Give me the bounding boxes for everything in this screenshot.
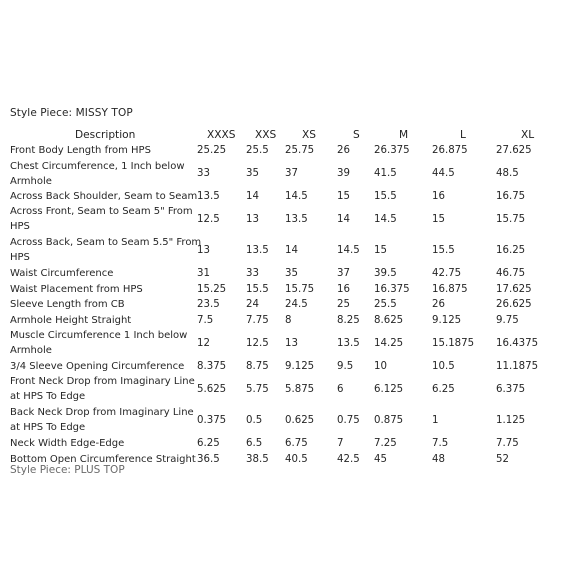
cell-l: 15.5 [432, 245, 455, 256]
cell-l: 44.5 [432, 168, 455, 179]
cell-xl: 16.75 [496, 191, 526, 202]
cell-xs: 35 [285, 268, 298, 279]
cell-xxs: 35 [246, 168, 259, 179]
cell-l: 15 [432, 214, 445, 225]
cell-xxs: 33 [246, 268, 259, 279]
column-header-xxxs: XXXS [207, 129, 236, 141]
cell-s: 8.25 [337, 315, 360, 326]
cell-xs: 8 [285, 315, 292, 326]
cell-xxxs: 13.5 [197, 191, 220, 202]
row-description: Chest Circumference, 1 Inch below Armhole [10, 161, 185, 187]
cell-m: 8.625 [374, 315, 404, 326]
cell-xxs: 15.5 [246, 284, 269, 295]
cell-m: 6.125 [374, 384, 404, 395]
cell-xxs: 14 [246, 191, 259, 202]
cell-s: 14.5 [337, 245, 360, 256]
cell-xxxs: 7.5 [197, 315, 214, 326]
cell-xl: 7.75 [496, 438, 519, 449]
cell-xs: 15.75 [285, 284, 315, 295]
cell-xs: 14.5 [285, 191, 308, 202]
cell-xs: 13.5 [285, 214, 308, 225]
cell-m: 39.5 [374, 268, 397, 279]
cell-s: 7 [337, 438, 344, 449]
cell-xs: 5.875 [285, 384, 315, 395]
row-description: Armhole Height Straight [10, 315, 132, 326]
cell-s: 37 [337, 268, 350, 279]
row-description: Neck Width Edge-Edge [10, 438, 125, 449]
cell-l: 1 [432, 415, 439, 426]
cell-l: 48 [432, 454, 445, 465]
column-header-m: M [399, 129, 409, 141]
cell-xxxs: 6.25 [197, 438, 220, 449]
cell-xxs: 25.5 [246, 145, 269, 156]
cell-l: 42.75 [432, 268, 462, 279]
column-header-xxs: XXS [255, 129, 277, 141]
cell-xxxs: 25.25 [197, 145, 227, 156]
cell-m: 7.25 [374, 438, 397, 449]
cell-s: 13.5 [337, 338, 360, 349]
cell-xs: 37 [285, 168, 298, 179]
cell-s: 39 [337, 168, 350, 179]
column-header-xs: XS [302, 129, 316, 141]
cell-l: 26 [432, 299, 445, 310]
cell-s: 6 [337, 384, 344, 395]
cell-xl: 17.625 [496, 284, 532, 295]
cell-xl: 15.75 [496, 214, 526, 225]
row-description: Across Back Shoulder, Seam to Seam [10, 191, 198, 202]
cell-xxs: 38.5 [246, 454, 269, 465]
cell-xxs: 12.5 [246, 338, 269, 349]
cell-m: 0.875 [374, 415, 404, 426]
cell-xs: 6.75 [285, 438, 308, 449]
cell-xxxs: 33 [197, 168, 210, 179]
cell-l: 15.1875 [432, 338, 475, 349]
cell-xl: 26.625 [496, 299, 532, 310]
row-description: Sleeve Length from CB [10, 299, 125, 310]
cell-m: 41.5 [374, 168, 397, 179]
cell-xxs: 0.5 [246, 415, 263, 426]
cell-xxxs: 23.5 [197, 299, 220, 310]
cell-xxxs: 5.625 [197, 384, 227, 395]
cell-s: 26 [337, 145, 350, 156]
cell-m: 14.5 [374, 214, 397, 225]
cell-l: 6.25 [432, 384, 455, 395]
cell-s: 9.5 [337, 361, 354, 372]
cell-m: 45 [374, 454, 387, 465]
cell-s: 25 [337, 299, 350, 310]
cell-xl: 52 [496, 454, 509, 465]
cell-m: 15 [374, 245, 387, 256]
row-description: Muscle Circumference 1 Inch below Armhole [10, 330, 188, 356]
cell-l: 9.125 [432, 315, 462, 326]
cell-xxs: 7.75 [246, 315, 269, 326]
cell-xs: 13 [285, 338, 298, 349]
cell-xxxs: 0.375 [197, 415, 227, 426]
cell-l: 10.5 [432, 361, 455, 372]
cell-xl: 6.375 [496, 384, 526, 395]
cell-xxxs: 15.25 [197, 284, 227, 295]
cell-xxxs: 13 [197, 245, 210, 256]
cell-xs: 24.5 [285, 299, 308, 310]
cell-xl: 9.75 [496, 315, 519, 326]
cell-l: 7.5 [432, 438, 449, 449]
cell-xl: 27.625 [496, 145, 532, 156]
cell-l: 26.875 [432, 145, 468, 156]
row-description: Waist Circumference [10, 268, 114, 279]
row-description: Across Front, Seam to Seam 5" From HPS [10, 206, 193, 232]
cell-xl: 16.4375 [496, 338, 539, 349]
cell-xl: 48.5 [496, 168, 519, 179]
cell-m: 26.375 [374, 145, 410, 156]
cell-m: 15.5 [374, 191, 397, 202]
cell-xxxs: 36.5 [197, 454, 220, 465]
cell-xxs: 24 [246, 299, 259, 310]
cell-xs: 0.625 [285, 415, 315, 426]
cell-m: 16.375 [374, 284, 410, 295]
cell-xs: 40.5 [285, 454, 308, 465]
cell-s: 16 [337, 284, 350, 295]
cell-l: 16 [432, 191, 445, 202]
column-header-xl: XL [521, 129, 535, 141]
row-description: Across Back, Seam to Seam 5.5" From HPS [10, 237, 202, 263]
cell-xs: 14 [285, 245, 298, 256]
cell-xs: 25.75 [285, 145, 315, 156]
cell-xxs: 13 [246, 214, 259, 225]
cell-m: 14.25 [374, 338, 404, 349]
cell-xl: 11.1875 [496, 361, 539, 372]
cell-xxs: 13.5 [246, 245, 269, 256]
row-description: Back Neck Drop from Imaginary Line at HPS To Edge [10, 407, 194, 433]
column-header-description: Description [75, 129, 136, 141]
cell-s: 15 [337, 191, 350, 202]
cell-m: 25.5 [374, 299, 397, 310]
cell-xl: 1.125 [496, 415, 526, 426]
cell-s: 42.5 [337, 454, 360, 465]
column-header-s: S [353, 129, 360, 141]
cell-m: 10 [374, 361, 387, 372]
column-header-l: L [460, 129, 466, 141]
cell-xxs: 5.75 [246, 384, 269, 395]
cell-xs: 9.125 [285, 361, 315, 372]
cell-xxxs: 12 [197, 338, 210, 349]
cutoff-next-section-title: Style Piece: PLUS TOP [10, 464, 125, 476]
row-description: 3/4 Sleeve Opening Circumference [10, 361, 185, 372]
cell-xxxs: 8.375 [197, 361, 227, 372]
cell-l: 16.875 [432, 284, 468, 295]
row-description: Front Body Length from HPS [10, 145, 151, 156]
cell-s: 14 [337, 214, 350, 225]
cell-xxs: 6.5 [246, 438, 263, 449]
cell-xl: 16.25 [496, 245, 526, 256]
row-description: Bottom Open Circumference Straight [10, 454, 196, 465]
cell-xxxs: 12.5 [197, 214, 220, 225]
cell-s: 0.75 [337, 415, 360, 426]
row-description: Front Neck Drop from Imaginary Line at HPS To Edge [10, 376, 195, 402]
cell-xxxs: 31 [197, 268, 210, 279]
style-piece-title: Style Piece: MISSY TOP [10, 107, 133, 119]
cell-xl: 46.75 [496, 268, 526, 279]
cell-xxs: 8.75 [246, 361, 269, 372]
row-description: Waist Placement from HPS [10, 284, 143, 295]
